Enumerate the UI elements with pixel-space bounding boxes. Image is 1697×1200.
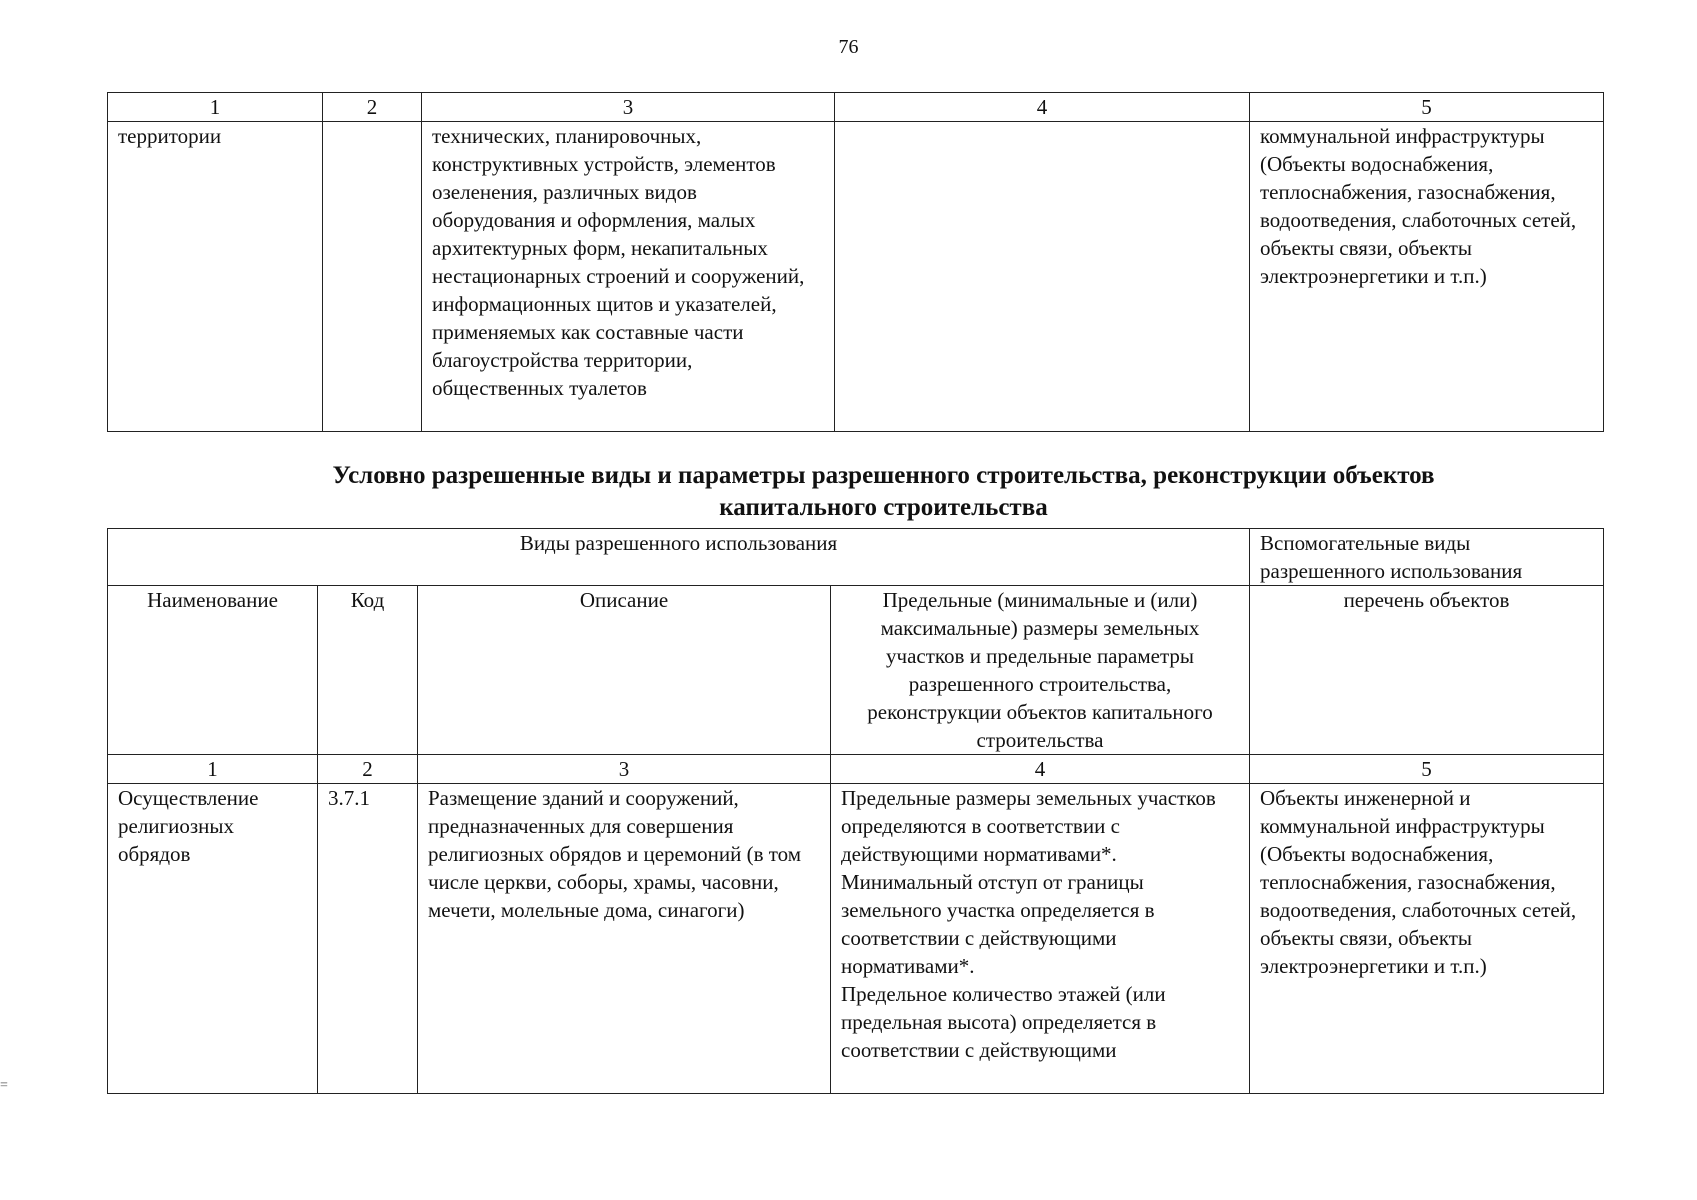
aux-header: Вспомогательные виды разрешенного использования — [1250, 529, 1604, 586]
cell-name: Осуществление религиозных обрядов — [108, 784, 318, 1094]
section-title-line2: капитального строительства — [719, 494, 1048, 521]
continuation-table — [107, 92, 1604, 432]
column-number: 4 — [835, 93, 1250, 122]
cell-name: территории — [108, 122, 323, 432]
section-heading — [107, 460, 1660, 524]
column-number: 1 — [108, 93, 323, 122]
cell-description: Размещение зданий и сооружений, предназначенных для совершения религиозных обрядов и церемоний (в том числе церкви, соборы, храмы, часовни, мечети, молельные дома, синагоги) — [418, 784, 831, 1094]
column-number: 5 — [1250, 93, 1604, 122]
header-description: Описание — [418, 586, 831, 755]
column-header-row — [108, 586, 1604, 755]
cell-description: технических, планировочных, конструктивных устройств, элементов озеленения, различных видов оборудования и оформления, малых архитектурных форм, некапитальных нестационарных строений и сооружений, информационных щитов и указателей, применяемых как составные части благоустройства территории, общественных туалетов — [422, 122, 835, 432]
params-paragraph: Минимальный отступ от границы земельного участка определяется в соответствии с действующими нормативами*. — [841, 870, 1155, 978]
column-number-row — [108, 93, 1604, 122]
group-header: Виды разрешенного использования — [108, 529, 1250, 586]
column-number: 2 — [323, 93, 422, 122]
column-number: 4 — [831, 755, 1250, 784]
column-number: 1 — [108, 755, 318, 784]
group-header-row — [108, 529, 1604, 586]
column-number: 2 — [318, 755, 418, 784]
conditional-uses-table — [107, 528, 1604, 1094]
cell-params — [835, 122, 1250, 432]
params-paragraph: Предельные размеры земельных участков определяются в соответствии с действующими нормативами*. — [841, 786, 1216, 866]
cell-code — [323, 122, 422, 432]
margin-mark: = — [0, 1078, 8, 1093]
cell-auxiliary: коммунальной инфраструктуры (Объекты водоснабжения, теплоснабжения, газоснабжения, водоотведения, слаботочных сетей, объекты связи, объекты электроэнергетики и т.п.) — [1250, 122, 1604, 432]
column-number-row — [108, 755, 1604, 784]
params-paragraph: Предельное количество этажей (или предельная высота) определяется в соответствии с действующими — [841, 982, 1166, 1062]
header-objects: перечень объектов — [1250, 586, 1604, 755]
header-code: Код — [318, 586, 418, 755]
cell-code: 3.7.1 — [318, 784, 418, 1094]
section-title-line1: Условно разрешенные виды и параметры разрешенного строительства, реконструкции объектов — [332, 462, 1435, 489]
table-row — [108, 122, 1604, 432]
header-name: Наименование — [108, 586, 318, 755]
column-number: 5 — [1250, 755, 1604, 784]
header-params: Предельные (минимальные и (или) максимальные) размеры земельных участков и предельные параметры разрешенного строительства, реконструкции объектов капитального строительства — [831, 586, 1250, 755]
column-number: 3 — [422, 93, 835, 122]
table-row — [108, 784, 1604, 1094]
cell-auxiliary: Объекты инженерной и коммунальной инфраструктуры (Объекты водоснабжения, теплоснабжения, газоснабжения, водоотведения, слаботочных сетей, объекты связи, объекты электроэнергетики и т.п.) — [1250, 784, 1604, 1094]
page-number: 76 — [838, 36, 859, 58]
cell-params — [831, 784, 1250, 1094]
column-number: 3 — [418, 755, 831, 784]
